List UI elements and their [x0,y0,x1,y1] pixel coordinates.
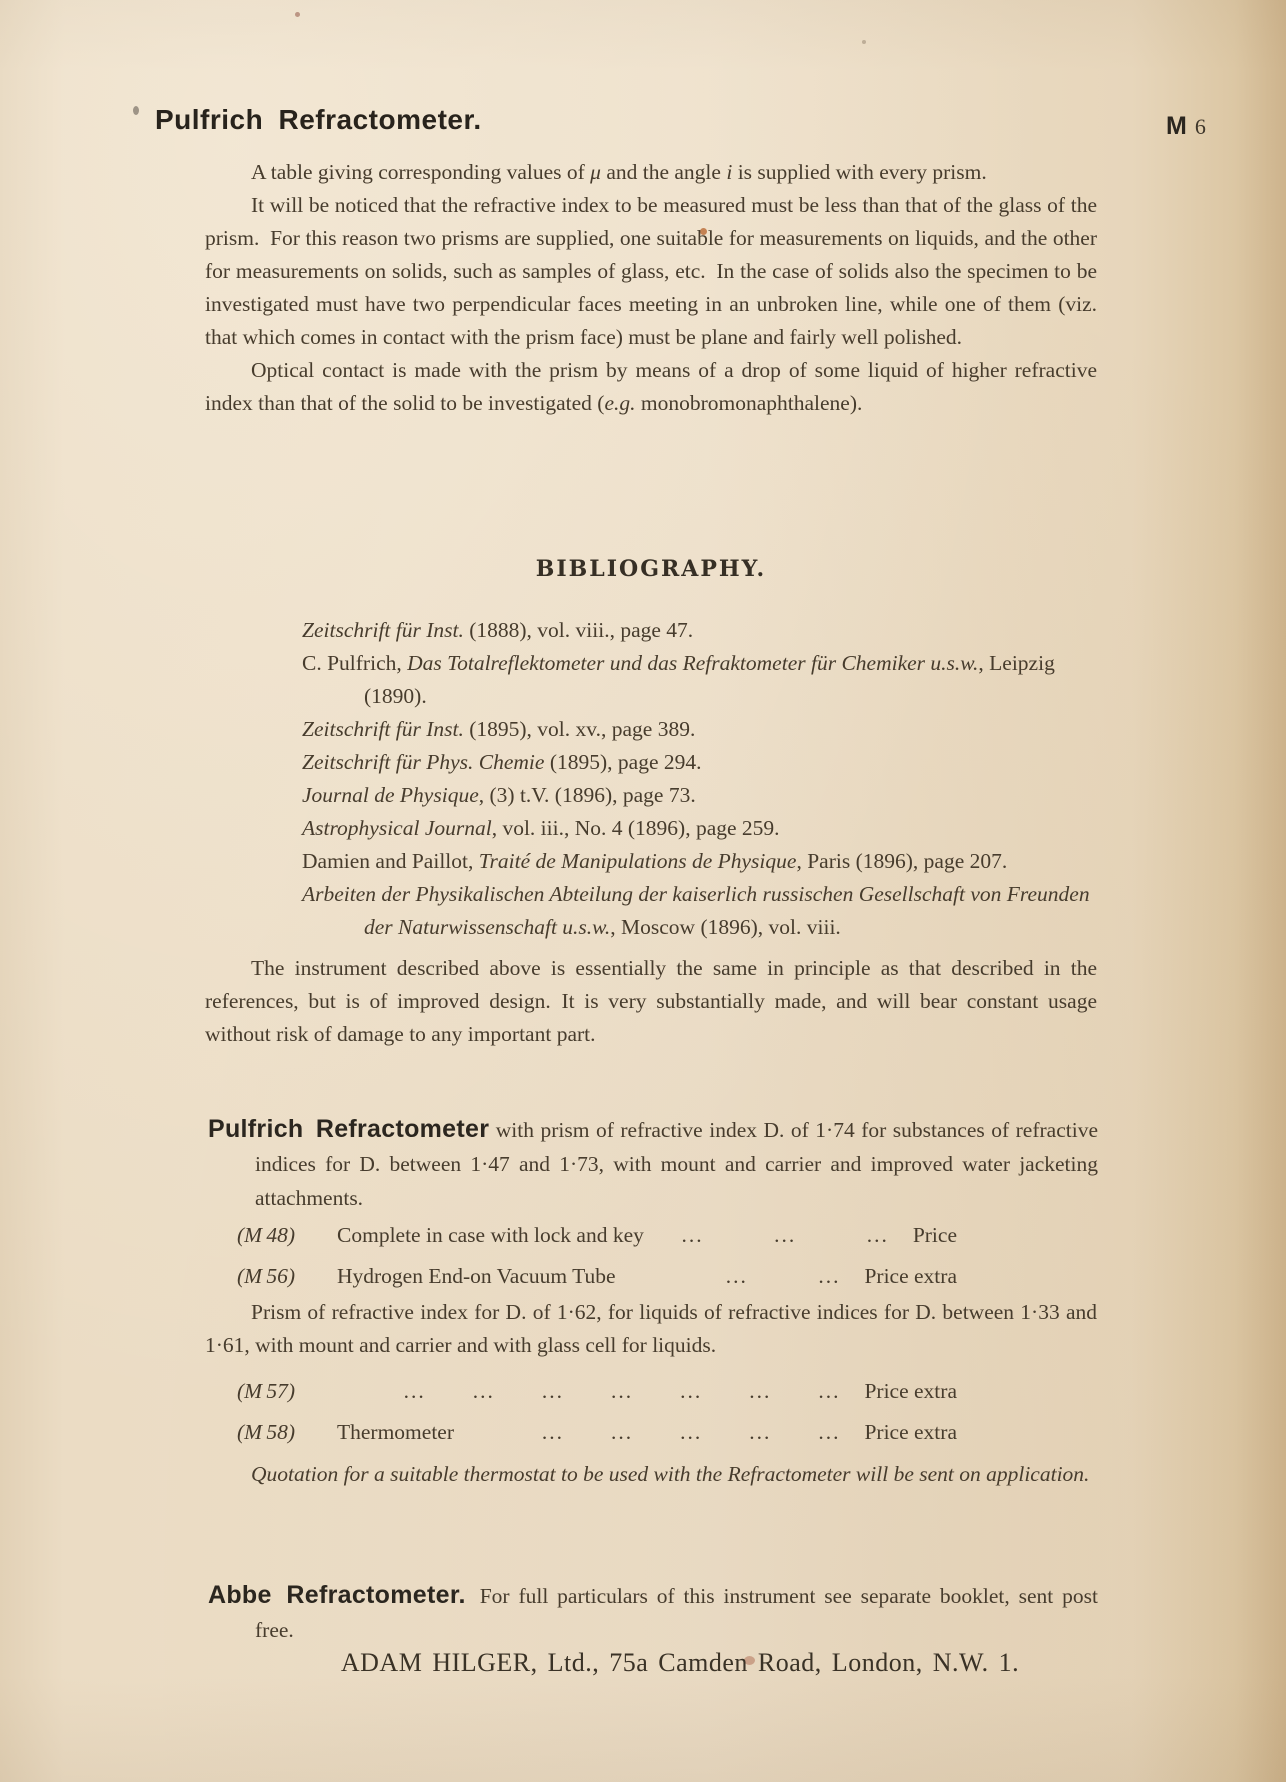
item-description: Hydrogen End-on Vacuum Tube [337,1264,616,1288]
item-description: Thermometer [337,1420,455,1444]
price-row-m48 [237,1218,957,1252]
price-label: Price extra [864,1379,957,1403]
abbe-description: For full particulars of this instrument see separate booklet, sent post free. [255,1584,1098,1642]
item-code: (M 56) [237,1264,296,1288]
dots-leader: ... ... ... ... ... ... ... [403,1379,841,1403]
abbe-name: Abbe Refractometer. [208,1581,466,1609]
price-label: Price extra [864,1420,957,1444]
page-title: Pulfrich Refractometer. [155,104,482,135]
price-row-m57 [237,1374,957,1408]
note-section [205,952,1097,1051]
bibliography-entry: C. Pulfrich, Das Totalreflektometer und das Refraktometer für Chemiker u.s.w., Leipzig (1890). [302,651,1055,708]
quotation-note: Quotation for a suitable thermostat to be used with the Refractometer will be sent on application. [251,1462,1090,1486]
price-row-m56 [237,1259,957,1293]
product-heading [208,1112,1098,1215]
item-code: (M 57) [237,1379,296,1403]
page-number-value: 6 [1194,114,1206,139]
paper-speck [862,40,866,44]
item-code: (M 48) [237,1223,296,1247]
price-label: Price extra [864,1264,957,1288]
bibliography-entry: Arbeiten der Physikalischen Abteilung der kaiserlich russischen Gesellschaft von Freunden der Naturwissenschaft u.s.w., Moscow (1896), vol. viii. [302,882,1090,939]
bibliography-entry: Zeitschrift für Inst. (1888), vol. viii., page 47. [302,618,694,642]
item-description: Complete in case with lock and key [337,1223,644,1247]
dots-leader: ... ... [725,1264,841,1288]
page-number-code: M [1166,112,1187,140]
product-description: with prism of refractive index D. of 1·74 for substances of refractive indices for D. between 1·47 and 1·73, with mount and carrier and improved water jacketing attachments. [255,1118,1098,1210]
dots-leader: ... ... ... [681,1223,889,1247]
bibliography-entry: Journal de Physique, (3) t.V. (1896), page 73. [302,783,696,807]
prism-section [205,1296,1097,1362]
quotation-section [205,1458,1097,1491]
bibliography-entry: Zeitschrift für Phys. Chemie (1895), page 294. [302,750,702,774]
item-code: (M 58) [237,1420,296,1444]
intro-section [205,156,1097,420]
bibliography-entry: Damien and Paillot, Traité de Manipulations de Physique, Paris (1896), page 207. [302,849,1008,873]
note-paragraph: The instrument described above is essentially the same in principle as that described in the references, but is of improved design. It is very substantially made, and will bear constant usage without risk of damage to any important part. [205,956,1097,1046]
price-list-extra [237,1374,957,1456]
page-number [1166,112,1206,141]
footer-imprint: ADAM HILGER, Ltd., 75a Camden Road, London, N.W. 1. [340,1648,1020,1677]
bibliography-list [302,614,1098,944]
paper-speck [295,12,300,17]
intro-paragraph-3: Optical contact is made with the prism by means of a drop of some liquid of higher refractive index than that of the solid to be investigated (e.g. monobromonaphthalene). [205,358,1097,415]
product-name: Pulfrich Refractometer [208,1115,490,1143]
intro-paragraph-1: A table giving corresponding values of μ and the angle i is supplied with every prism. [251,160,987,184]
price-list-main [237,1218,957,1300]
abbe-heading [208,1578,1098,1647]
bibliography-heading: BIBLIOGRAPHY. [535,556,767,582]
bibliography-entry: Zeitschrift für Inst. (1895), vol. xv., page 389. [302,717,696,741]
prism-paragraph: Prism of refractive index for D. of 1·62, for liquids of refractive indices for D. between 1·33 and 1·61, with mount and carrier and with glass cell for liquids. [205,1300,1097,1357]
bibliography-entry: Astrophysical Journal, vol. iii., No. 4 (1896), page 259. [302,816,780,840]
price-label: Price [912,1223,957,1247]
price-row-m58 [237,1415,957,1449]
dots-leader: ... ... ... ... ... [541,1420,841,1444]
intro-paragraph-2: It will be noticed that the refractive index to be measured must be less than that of the glass of the prism. For this reason two prisms are supplied, one suitable for measurements on liquids, and the other for measurements on solids, such as samples of glass, etc. In the case of solids also the specimen to be investigated must have two perpendicular faces meeting in an unbroken line, while one of them (viz. that which comes in contact with the prism face) must be plane and fairly well polished. [205,193,1097,349]
paper-speck [133,106,139,115]
